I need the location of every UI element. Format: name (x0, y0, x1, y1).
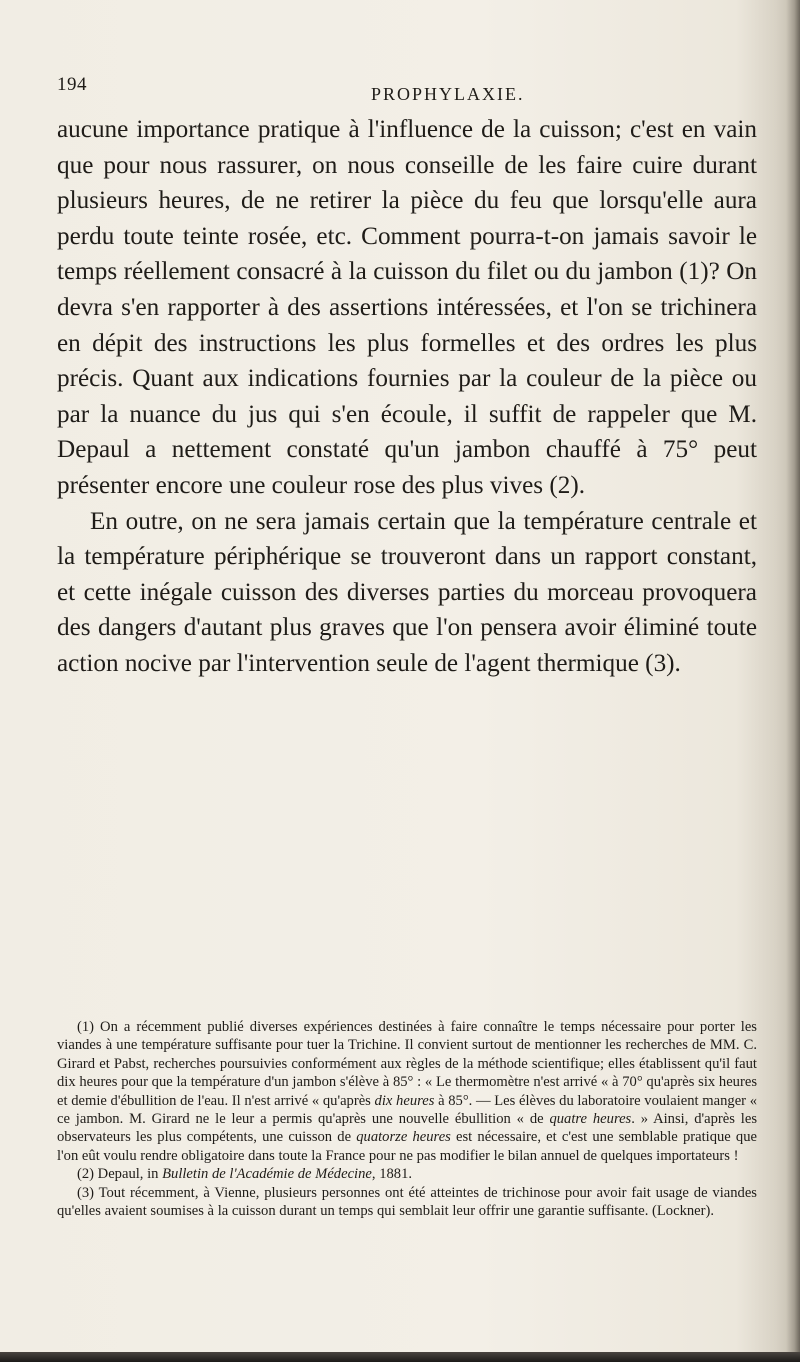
footnote-2-italic-b: Bulletin de l'Académie de Médecine (162, 1166, 372, 1183)
page-bottom-edge (0, 1352, 800, 1362)
footnote-1-text-g: est nécessaire, et c'est une semblable pratique que l'on eût voulu rendre obligatoire dans toute la France pour ne pas modifier le bilan annuel de quelques importateurs ! (57, 1129, 758, 1164)
page-edge-shadow (786, 0, 800, 1362)
footnote-1-italic-d: quatre heures (549, 1111, 632, 1128)
footnote-3: (3) Tout récemment, à Vienne, plusieurs personnes ont été atteintes de trichinose pour avoir fait usage de viandes qu'elles avaient soumises à la cuisson durant un temps qui semblait leur offrir une garantie suffisante. (Lockner). (57, 1184, 757, 1220)
footnote-2-text-c: , 1881. (371, 1166, 413, 1183)
footnote-2 (57, 1165, 757, 1183)
footnote-1-text-c: à 85°. — Les élèves du laboratoire voulaient manger « ce jambon. M. Girard ne le leur a permis qu'après une nouvelle ébullition « de (57, 1092, 757, 1128)
paragraph-2: En outre, on ne sera jamais certain que la température centrale et la température périphérique se trouveront dans un rapport constant, et cette inégale cuisson des diverses parties du morceau provoquera des dangers d'autant plus graves que l'on pensera avoir éliminé toute action nocive par l'intervention seule de l'agent thermique (3). (57, 507, 757, 677)
footnote-1-text-a: (1) On a récemment publié diverses expériences destinées à faire connaître le temps nécessaire pour porter les viandes à une température suffisante pour tuer la Trichine. Il convient surtout de mentionner les recherches de MM. C. Girard et Pabst, recherches poursuivies conformément aux règles de la méthode scientifique; elles établissent qu'il faut dix heures pour que la température d'un jambon s'élève à 85° : « Le thermomètre n'est arrivé « à 70° qu'après six heures et demie d'ébullition de l'eau. Il n'est arrivé « qu'après (57, 1019, 757, 1109)
footnote-2-text-a: (2) Depaul, in (77, 1166, 163, 1183)
main-text (57, 112, 757, 682)
page-header (57, 74, 757, 104)
footnote-1-text-e: . » Ainsi, d'après les observateurs les plus compétents, une cuisson de (57, 1111, 757, 1146)
footnotes (57, 1018, 757, 1220)
footnote-1 (57, 1018, 757, 1165)
paragraph-1: aucune importance pratique à l'influence de la cuisson; c'est en vain que pour nous rassurer, on nous conseille de les faire cuire durant plusieurs heures, de ne retirer la pièce du feu que lorsqu'elle aura perdu toute teinte rosée, etc. Comment pourra-t-on jamais savoir le temps réellement consacré à la cuisson du filet ou du jambon (1)? On devra s'en rapporter à des assertions intéressées, et l'on se trichinera en dépit des instructions les plus formelles et des ordres les plus précis. Quant aux indications fournies par la couleur de la pièce ou par la nuance du jus qui s'en écoule, il suffit de rappeler que M. Depaul a nettement constaté qu'un jambon chauffé à 75° peut présenter encore une couleur rose des plus vives (2). (57, 116, 757, 499)
page-number: 194 (57, 74, 87, 95)
footnote-1-italic-f: quatorze heures (356, 1129, 451, 1146)
footnote-1-italic-b: dix heures (374, 1092, 435, 1109)
running-head: PROPHYLAXIE. (371, 84, 525, 104)
